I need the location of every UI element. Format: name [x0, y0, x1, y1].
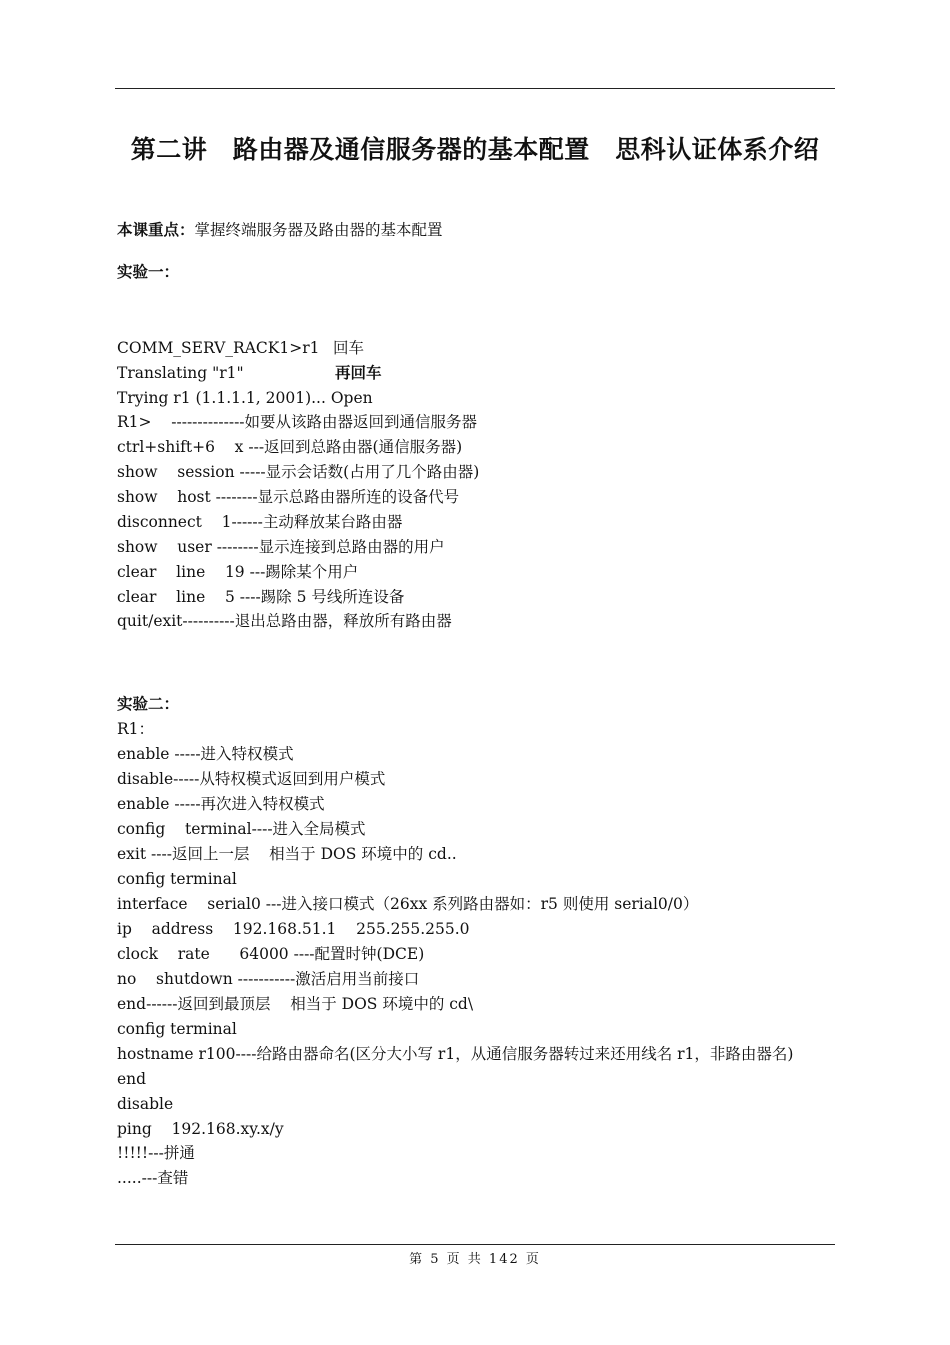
- exp1-line: show session -----显示会话数(占用了几个路由器): [117, 463, 480, 481]
- exp2-line: .....---查错: [117, 1169, 189, 1187]
- exp2-line: hostname r100----给路由器命名(区分大小写 r1，从通信服务器转过来还用线名 r1，非路由器名): [117, 1045, 794, 1063]
- exp1-line: ctrl+shift+6 x ---返回到总路由器(通信服务器): [117, 438, 463, 456]
- exp2-line: config terminal: [117, 870, 237, 888]
- exp2-line: !!!!!---拼通: [117, 1144, 195, 1162]
- exp1-line: R1> --------------如要从该路由器返回到通信服务器: [117, 413, 478, 431]
- exp2-heading: 实验二：: [117, 694, 180, 713]
- exp2-line: exit ----返回上一层 相当于 DOS 环境中的 cd..: [117, 845, 457, 863]
- footer-rule: [115, 1244, 835, 1245]
- exp2-line: config terminal: [117, 1020, 237, 1038]
- exp2-line: disable: [117, 1095, 174, 1113]
- exp2-line: ping 192.168.xy.x/y: [117, 1120, 284, 1138]
- exp1-line: Trying r1 (1.1.1.1, 2001)... Open: [117, 389, 373, 407]
- exp1-line: quit/exit----------退出总路由器，释放所有路由器: [117, 612, 452, 630]
- exp1-line1-cmd: COMM_SERV_RACK1>r1: [117, 339, 320, 357]
- exp2-line: disable-----从特权模式返回到用户模式: [117, 770, 386, 788]
- exp1-line1-note: 回车: [333, 339, 365, 357]
- page-footer: 第 5 页 共 142 页: [409, 1252, 541, 1267]
- exp1-line: show host --------显示总路由器所连的设备代号: [117, 488, 460, 506]
- exp2-line: R1：: [117, 720, 155, 738]
- focus-text: 掌握终端服务器及路由器的基本配置: [194, 221, 443, 239]
- exp2-line: end------返回到最顶层 相当于 DOS 环境中的 cd\: [117, 995, 474, 1013]
- exp2-line: end: [117, 1070, 147, 1088]
- exp1-line: disconnect 1------主动释放某台路由器: [117, 513, 403, 531]
- exp2-line: enable -----进入特权模式: [117, 745, 294, 763]
- focus-label: 本课重点：: [117, 220, 195, 239]
- exp1-line: show user --------显示连接到总路由器的用户: [117, 538, 445, 556]
- exp2-line: interface serial0 ---进入接口模式（26xx 系列路由器如：r5 则使用 serial0/0）: [117, 895, 699, 913]
- exp1-heading: 实验一：: [117, 262, 180, 281]
- header-rule: [115, 88, 835, 89]
- exp1-line2-note: 再回车: [335, 363, 382, 382]
- exp2-line: enable -----再次进入特权模式: [117, 795, 325, 813]
- focus-line: [117, 220, 443, 240]
- exp2-line: config terminal----进入全局模式: [117, 820, 366, 838]
- exp2-line: clock rate 64000 ----配置时钟(DCE): [117, 945, 425, 963]
- exp1-line: clear line 5 ----踢除 5 号线所连设备: [117, 588, 405, 606]
- exp1-line: clear line 19 ---踢除某个用户: [117, 563, 359, 581]
- exp2-line: no shutdown -----------激活启用当前接口: [117, 970, 420, 988]
- exp1-line2-cmd: Translating "r1": [117, 364, 244, 382]
- exp2-line: ip address 192.168.51.1 255.255.255.0: [117, 920, 470, 938]
- page-title: 第二讲 路由器及通信服务器的基本配置 思科认证体系介绍: [130, 135, 820, 164]
